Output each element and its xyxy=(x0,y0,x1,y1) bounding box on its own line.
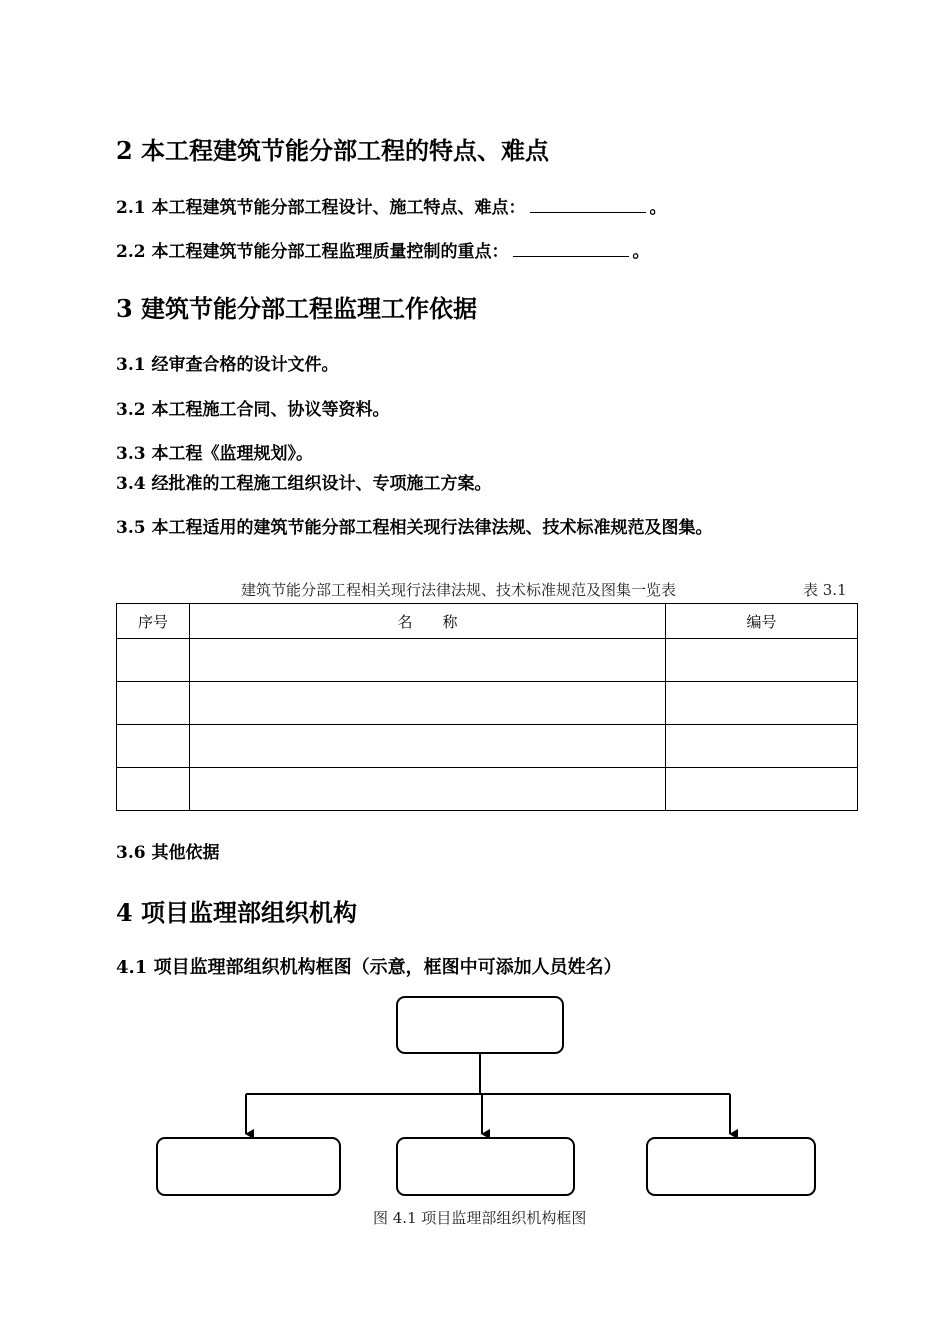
section-2-title: 2 本工程建筑节能分部工程的特点、难点 xyxy=(116,136,550,165)
figure-caption: 图 4.1 项目监理部组织机构框图 xyxy=(373,1209,587,1227)
item-3-4: 3.4 经批准的工程施工组织设计、专项施工方案。 xyxy=(116,474,492,494)
item-3-6: 3.6 其他依据 xyxy=(116,843,220,863)
section-3-title: 3 建筑节能分部工程监理工作依据 xyxy=(116,294,478,323)
item-3-5: 3.5 本工程适用的建筑节能分部工程相关现行法律法规、技术标准规范及图集。 xyxy=(116,518,713,538)
item-3-1: 3.1 经审查合格的设计文件。 xyxy=(116,355,339,375)
item-2-2-end: 。 xyxy=(632,242,650,262)
org-box-top[interactable] xyxy=(396,996,564,1054)
subsection-4-1: 4.1 项目监理部组织机构框图（示意，框图中可添加人员姓名） xyxy=(116,957,622,978)
table-number: 表 3.1 xyxy=(803,581,847,599)
item-2-1-end: 。 xyxy=(649,198,667,218)
section-4-title: 4 项目监理部组织机构 xyxy=(116,898,358,927)
org-box-right[interactable] xyxy=(646,1137,816,1196)
org-box-center[interactable] xyxy=(396,1137,575,1196)
org-box-left[interactable] xyxy=(156,1137,341,1196)
item-3-3: 3.3 本工程《监理规划》。 xyxy=(116,444,313,464)
item-2-1-text: 2.1 本工程建筑节能分部工程设计、施工特点、难点： xyxy=(116,198,526,218)
item-3-2: 3.2 本工程施工合同、协议等资料。 xyxy=(116,400,390,420)
header-code: 编号 xyxy=(666,604,858,639)
header-name: 名 称 xyxy=(190,604,666,639)
item-2-2-text: 2.2 本工程建筑节能分部工程监理质量控制的重点： xyxy=(116,242,509,262)
table-caption: 建筑节能分部工程相关现行法律法规、技术标准规范及图集一览表 xyxy=(241,581,677,599)
header-serial: 序号 xyxy=(117,604,190,639)
